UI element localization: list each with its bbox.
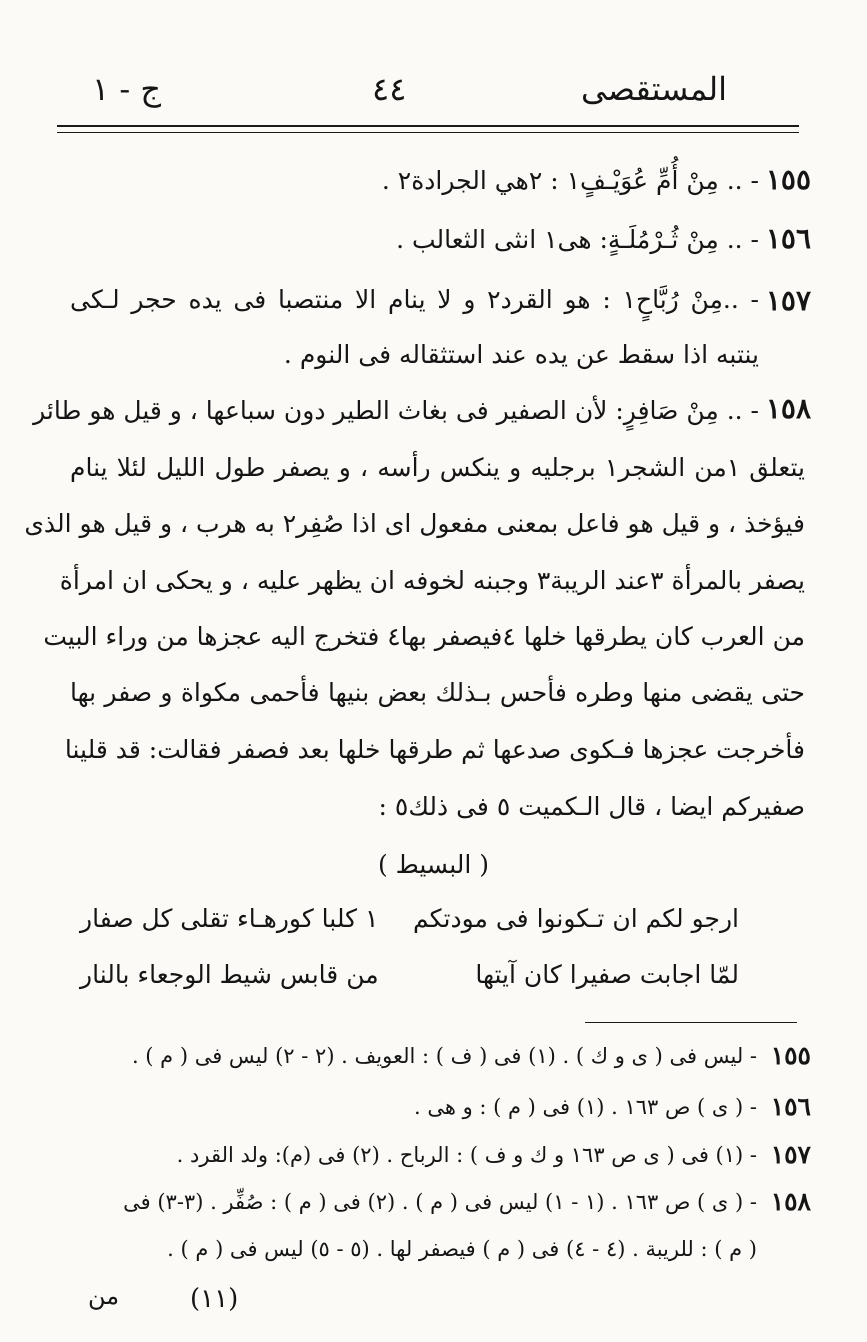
poem-hemistich-first: ارجو لكم ان تـكونوا فى مودتكم <box>413 904 739 933</box>
footnote-number: ١٥٦ <box>770 1092 811 1121</box>
entry-line: يتعلق ١من الشجر١ برجليه و ينكس رأسه ، و يصفر طول الليل لئلا ينام <box>70 453 805 482</box>
entry-line: يصفر بالمرأة ٣عند الريبة٣ وجبنه لخوفه ان يظهر عليه ، و يحكى ان امرأة <box>59 566 805 595</box>
entry-line: فيؤخذ ، و قيل هو فاعل بمعنى مفعول اى اذا صُفِر٢ به هرب ، و قيل هو الذى <box>24 509 805 538</box>
book-title: المستقصى <box>581 70 727 108</box>
entry-line: ينتبه اذا سقط عن يده عند استثقاله فى النوم . <box>283 340 759 369</box>
volume-label: ج - ١ <box>92 70 161 108</box>
entry-line: - .. مِنْ أُمِّ عُوَيْـفٍ١ : ٢هي الجرادة٢ . <box>381 166 759 195</box>
entry-line: من العرب كان يطرقها خلها ٤فيصفر بها٤ فتخرج اليه عجزها من وراء البيت <box>43 622 805 651</box>
header-rule-top <box>57 125 799 127</box>
entry-number: ١٥٦ <box>765 222 811 255</box>
footnote-text: - ( ى ) ص ١٦٣ . (١) فى ( م ) : و هى . <box>413 1095 757 1119</box>
entry-line: - ..مِنْ رُبَّاحٍ١ : هو القرد٢ و لا ينام الا منتصبا فى يده حجر لـكى <box>70 285 760 314</box>
signature-mark: (١١) <box>190 1284 239 1314</box>
poem-hemistich-second: من قابس شيط الوجعاء بالنار <box>80 960 379 989</box>
header-rule-bottom <box>57 132 799 133</box>
poem-hemistich-second: ١ كلبا كورهـاء تقلى كل صفار <box>80 904 379 933</box>
footnote-text: - ( ى ) ص ١٦٣ . (١ - ١) ليس فى ( م ) . (٢) فى ( م ) : صُفِّر . (٣-٣) فى <box>123 1190 757 1214</box>
entry-number: ١٥٧ <box>765 284 811 317</box>
footnote-text: ( م ) : للريبة . (٤ - ٤) فى ( م ) فيصفر لها . (٥ - ٥) ليس فى ( م ) . <box>167 1237 757 1261</box>
entry-line: - .. مِنْ صَافِرٍ: لأن الصفير فى بغاث الطير دون سباعها ، و قيل هو طائر <box>33 396 759 425</box>
page-number: ٤٤ <box>372 70 407 108</box>
entry-number: ١٥٥ <box>765 163 811 196</box>
catchword: من <box>88 1282 120 1310</box>
footnote-separator <box>585 1022 797 1023</box>
poem-meter: ( البسيط ) <box>377 850 490 879</box>
footnote-text: - ليس فى ( ى و ك ) . (١) فى ( ف ) : العويف . (٢ - ٢) ليس فى ( م ) . <box>131 1044 757 1068</box>
footnote-number: ١٥٨ <box>770 1187 811 1216</box>
poem-hemistich-first: لمّا اجابت صفيرا كان آيتها <box>475 960 739 989</box>
footnote-number: ١٥٥ <box>770 1041 811 1070</box>
entry-line: حتى يقضى منها وطره فأحس بـذلك بعض بنيها فأحمى مكواة و صفر بها <box>70 678 805 707</box>
entry-line: - .. مِنْ ثُـرْمُلَـةٍ: هى١ انثى الثعالب . <box>396 225 759 254</box>
entry-line: فأخرجت عجزها فـكوى صدعها ثم طرقها خلها بعد فصفر فقالت: قد قلينا <box>64 735 805 764</box>
entry-number: ١٥٨ <box>765 392 811 425</box>
footnote-number: ١٥٧ <box>770 1140 811 1169</box>
footnote-text: - (١) فى ( ى ص ١٦٣ و ك و ف ) : الرباح . (٢) فى (م): ولد القرد . <box>176 1143 757 1167</box>
entry-line: صفيركم ايضا ، قال الـكميت ٥ فى ذلك٥ : <box>378 792 805 821</box>
